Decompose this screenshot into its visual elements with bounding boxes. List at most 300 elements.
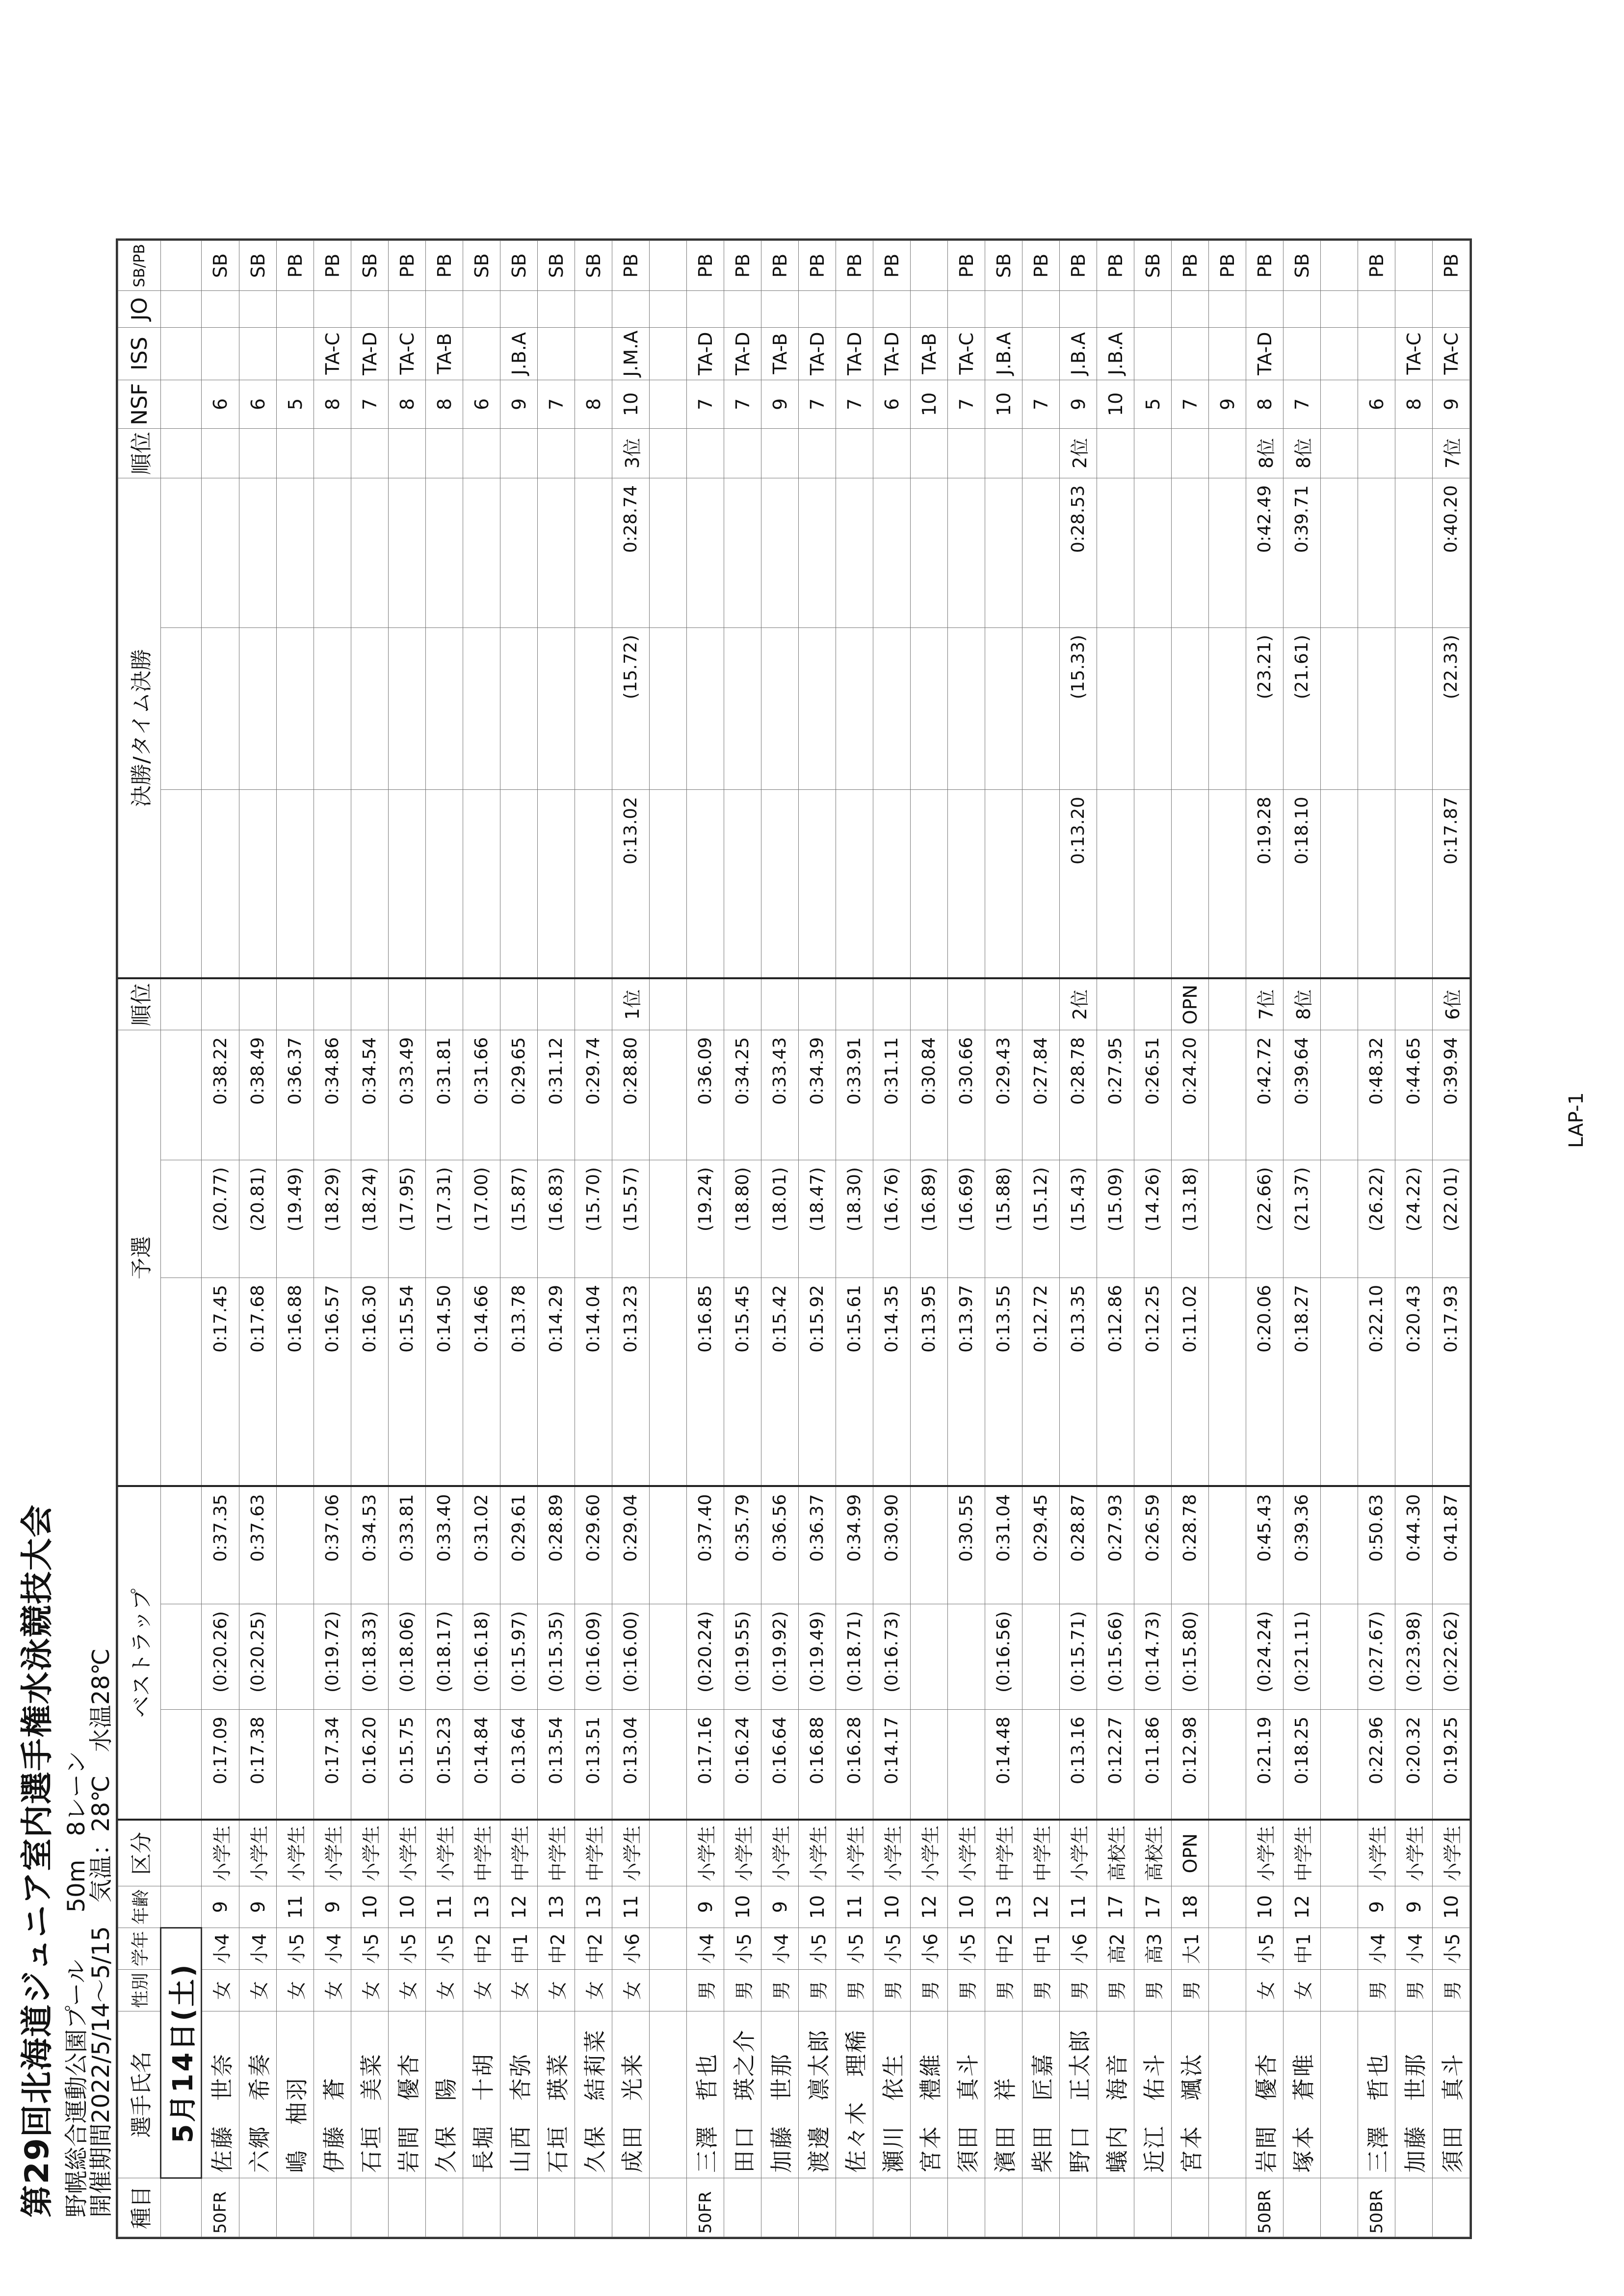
best-time-cell: 0:22.96: [1358, 1709, 1395, 1820]
name-cell: [1209, 2011, 1246, 2178]
division-cell: [1209, 1820, 1246, 1886]
prelim-total-cell: 0:31.66: [463, 1030, 500, 1160]
grade-cell: 小4: [202, 1928, 239, 1969]
col-age: 年齢: [118, 1886, 161, 1928]
prelim-total-cell: 0:34.25: [724, 1030, 761, 1160]
prelim-rank-cell: [351, 978, 389, 1030]
prelim-total-cell: 0:31.11: [873, 1030, 911, 1160]
name-cell: 須田 真斗: [948, 2011, 985, 2178]
sbpb-cell: [1321, 241, 1358, 290]
best-total-cell: 0:33.81: [389, 1486, 426, 1604]
best-lap-cell: (0:15.80): [1172, 1604, 1209, 1709]
nsf-cell: 7: [1172, 380, 1209, 428]
jo-cell: [799, 290, 836, 327]
iss-cell: [202, 327, 239, 380]
best-total-cell: 0:29.60: [575, 1486, 612, 1604]
prelim-lap-cell: [1209, 1160, 1246, 1278]
final-rank-cell: [1022, 428, 1060, 478]
age-cell: 9: [202, 1886, 239, 1928]
sbpb-cell: PB: [389, 241, 426, 290]
division-cell: 高校生: [1134, 1820, 1172, 1886]
age-cell: 9: [1358, 1886, 1395, 1928]
best-lap-cell: (0:20.25): [239, 1604, 277, 1709]
col-sex: 性別: [118, 1969, 161, 2011]
age-cell: 10: [799, 1886, 836, 1928]
prelim-total-cell: 0:28.78: [1060, 1030, 1097, 1160]
age-cell: 12: [911, 1886, 948, 1928]
name-cell: 宮本 禮維: [911, 2011, 948, 2178]
final-rank-cell: [911, 428, 948, 478]
prelim-time-cell: [1209, 1278, 1246, 1486]
final-lap-cell: [1097, 627, 1134, 789]
event-cell: [650, 2178, 687, 2237]
final-rank-cell: [202, 428, 239, 478]
final-time-cell: [650, 789, 687, 978]
best-total-cell: 0:50.63: [1358, 1486, 1395, 1604]
best-total-cell: 0:37.40: [687, 1486, 724, 1604]
prelim-total-cell: [650, 1030, 687, 1160]
name-cell: 近江 佑斗: [1134, 2011, 1172, 2178]
sbpb-cell: SB: [463, 241, 500, 290]
best-time-cell: 0:13.04: [612, 1709, 650, 1820]
final-total-cell: [687, 478, 724, 627]
prelim-total-cell: 0:29.43: [985, 1030, 1022, 1160]
iss-cell: [1022, 327, 1060, 380]
name-cell: 宮本 颯汰: [1172, 2011, 1209, 2178]
prelim-total-cell: 0:30.84: [911, 1030, 948, 1160]
prelim-lap-cell: [1321, 1160, 1358, 1278]
final-rank-cell: [650, 428, 687, 478]
prelim-time-cell: [650, 1278, 687, 1486]
prelim-total-cell: 0:39.64: [1283, 1030, 1321, 1160]
prelim-rank-cell: [314, 978, 351, 1030]
name-cell: 石垣 瑛菜: [538, 2011, 575, 2178]
sbpb-cell: PB: [873, 241, 911, 290]
prelim-time-cell: 0:13.35: [1060, 1278, 1097, 1486]
best-lap-cell: (0:18.17): [426, 1604, 463, 1709]
name-cell: 佐藤 世奈: [202, 2011, 239, 2178]
sex-cell: 女: [239, 1969, 277, 2011]
best-total-cell: [911, 1486, 948, 1604]
name-cell: 六郷 希奏: [239, 2011, 277, 2178]
iss-cell: [239, 327, 277, 380]
prelim-lap-cell: (16.69): [948, 1160, 985, 1278]
final-total-cell: [1321, 478, 1358, 627]
prelim-total-cell: 0:31.12: [538, 1030, 575, 1160]
best-lap-cell: [1209, 1604, 1246, 1709]
division-cell: 小学生: [1358, 1820, 1395, 1886]
sbpb-cell: PB: [836, 241, 873, 290]
nsf-cell: 8: [389, 380, 426, 428]
prelim-time-cell: 0:12.72: [1022, 1278, 1060, 1486]
jo-cell: [1097, 290, 1134, 327]
grade-cell: 小5: [351, 1928, 389, 1969]
age-cell: 10: [724, 1886, 761, 1928]
jo-cell: [985, 290, 1022, 327]
prelim-lap-cell: (15.88): [985, 1160, 1022, 1278]
iss-cell: [1134, 327, 1172, 380]
name-cell: 成田 光来: [612, 2011, 650, 2178]
prelim-lap-cell: (17.00): [463, 1160, 500, 1278]
best-time-cell: 0:18.25: [1283, 1709, 1321, 1820]
grade-cell: 中1: [1022, 1928, 1060, 1969]
prelim-lap-cell: (20.77): [202, 1160, 239, 1278]
prelim-lap-cell: (20.81): [239, 1160, 277, 1278]
jo-cell: [836, 290, 873, 327]
period-info: 開催期間2022/5/14～5/15 気温：28℃ 水温28℃: [87, 1648, 115, 2218]
age-cell: 13: [985, 1886, 1022, 1928]
sex-cell: 男: [1172, 1969, 1209, 2011]
table-row: [1022, 241, 1060, 2237]
prelim-rank-cell: [1134, 978, 1172, 1030]
event-cell: [426, 2178, 463, 2237]
grade-cell: 中2: [575, 1928, 612, 1969]
table-row: [799, 241, 836, 2237]
best-time-cell: 0:20.32: [1395, 1709, 1433, 1820]
sbpb-cell: PB: [799, 241, 836, 290]
prelim-lap-cell: (16.76): [873, 1160, 911, 1278]
final-lap-cell: [724, 627, 761, 789]
event-cell: [612, 2178, 650, 2237]
jo-cell: [389, 290, 426, 327]
age-cell: 9: [687, 1886, 724, 1928]
best-time-cell: [948, 1709, 985, 1820]
jo-cell: [202, 290, 239, 327]
final-rank-cell: [873, 428, 911, 478]
event-cell: 50BR: [1246, 2178, 1283, 2237]
table-row: [724, 241, 761, 2237]
best-lap-cell: (0:19.92): [761, 1604, 799, 1709]
final-rank-cell: [799, 428, 836, 478]
final-time-cell: [799, 789, 836, 978]
prelim-rank-cell: [202, 978, 239, 1030]
final-lap-cell: [314, 627, 351, 789]
prelim-total-cell: 0:44.65: [1395, 1030, 1433, 1160]
age-cell: 9: [761, 1886, 799, 1928]
division-cell: 小学生: [389, 1820, 426, 1886]
jo-cell: [948, 290, 985, 327]
event-cell: [1022, 2178, 1060, 2237]
best-total-cell: 0:39.36: [1283, 1486, 1321, 1604]
grade-cell: 小6: [1060, 1928, 1097, 1969]
prelim-rank-cell: [239, 978, 277, 1030]
prelim-time-cell: 0:17.45: [202, 1278, 239, 1486]
best-total-cell: 0:31.02: [463, 1486, 500, 1604]
grade-cell: 小5: [724, 1928, 761, 1969]
final-lap-cell: [873, 627, 911, 789]
event-cell: [1060, 2178, 1097, 2237]
prelim-time-cell: 0:20.43: [1395, 1278, 1433, 1486]
best-total-cell: [1209, 1486, 1246, 1604]
final-total-cell: [1097, 478, 1134, 627]
sex-cell: 男: [761, 1969, 799, 2011]
iss-cell: [575, 327, 612, 380]
nsf-cell: 9: [500, 380, 538, 428]
meet-title: 第29回北海道ジュニア室内選手権水泳競技大会: [18, 1504, 56, 2218]
final-lap-cell: (21.61): [1283, 627, 1321, 789]
best-time-cell: 0:14.48: [985, 1709, 1022, 1820]
event-cell: [314, 2178, 351, 2237]
prelim-rank-cell: [1022, 978, 1060, 1030]
division-cell: 中学生: [1022, 1820, 1060, 1886]
final-rank-cell: [1321, 428, 1358, 478]
iss-cell: J.B.A: [985, 327, 1022, 380]
prelim-lap-cell: (17.95): [389, 1160, 426, 1278]
jo-cell: [1022, 290, 1060, 327]
best-total-cell: 0:29.45: [1022, 1486, 1060, 1604]
iss-cell: [277, 327, 314, 380]
best-lap-cell: [650, 1604, 687, 1709]
table-row: [1246, 241, 1283, 2237]
age-cell: 18: [1172, 1886, 1209, 1928]
final-time-cell: [911, 789, 948, 978]
final-rank-cell: [351, 428, 389, 478]
best-time-cell: 0:16.24: [724, 1709, 761, 1820]
best-lap-cell: (0:16.09): [575, 1604, 612, 1709]
event-cell: [277, 2178, 314, 2237]
table-row: [239, 241, 277, 2237]
prelim-total-cell: [1321, 1030, 1358, 1160]
final-total-cell: [426, 478, 463, 627]
final-time-cell: [985, 789, 1022, 978]
age-cell: 10: [1246, 1886, 1283, 1928]
col-sbpb: SB/PB: [118, 241, 161, 290]
table-row: [873, 241, 911, 2237]
sbpb-cell: PB: [1358, 241, 1395, 290]
sex-cell: 女: [1246, 1969, 1283, 2011]
event-cell: [761, 2178, 799, 2237]
prelim-rank-cell: [799, 978, 836, 1030]
name-cell: 蟻内 海音: [1097, 2011, 1134, 2178]
prelim-rank-cell: [1209, 978, 1246, 1030]
final-lap-cell: [650, 627, 687, 789]
nsf-cell: 10: [612, 380, 650, 428]
table-row: [161, 241, 202, 2237]
table-row: [277, 241, 314, 2237]
prelim-lap-cell: (13.18): [1172, 1160, 1209, 1278]
final-total-cell: [1395, 478, 1433, 627]
iss-cell: TA-D: [836, 327, 873, 380]
prelim-total-cell: 0:33.91: [836, 1030, 873, 1160]
final-lap-cell: [426, 627, 463, 789]
jo-cell: [239, 290, 277, 327]
table-row: [911, 241, 948, 2237]
best-lap-cell: [1022, 1604, 1060, 1709]
sbpb-cell: SB: [500, 241, 538, 290]
grade-cell: 中2: [985, 1928, 1022, 1969]
iss-cell: [650, 327, 687, 380]
best-total-cell: 0:28.87: [1060, 1486, 1097, 1604]
prelim-lap-cell: [161, 1160, 202, 1278]
nsf-cell: 7: [351, 380, 389, 428]
final-lap-cell: [911, 627, 948, 789]
final-total-cell: [836, 478, 873, 627]
jo-cell: [351, 290, 389, 327]
sex-cell: 男: [1433, 1969, 1470, 2011]
name-cell: 嶋 柚羽: [277, 2011, 314, 2178]
age-cell: 12: [1022, 1886, 1060, 1928]
table-row: [761, 241, 799, 2237]
table-row: [985, 241, 1022, 2237]
event-cell: [1283, 2178, 1321, 2237]
event-cell: [1433, 2178, 1470, 2237]
event-cell: [1172, 2178, 1209, 2237]
prelim-lap-cell: (18.01): [761, 1160, 799, 1278]
iss-cell: [1321, 327, 1358, 380]
nsf-cell: 5: [1134, 380, 1172, 428]
final-total-cell: [500, 478, 538, 627]
name-cell: 須田 真斗: [1433, 2011, 1470, 2178]
sbpb-cell: PB: [948, 241, 985, 290]
prelim-total-cell: 0:28.80: [612, 1030, 650, 1160]
final-lap-cell: [948, 627, 985, 789]
best-total-cell: 0:30.55: [948, 1486, 985, 1604]
final-total-cell: [1134, 478, 1172, 627]
sex-cell: 男: [724, 1969, 761, 2011]
prelim-time-cell: 0:17.68: [239, 1278, 277, 1486]
prelim-rank-cell: [426, 978, 463, 1030]
final-time-cell: [873, 789, 911, 978]
age-cell: 9: [314, 1886, 351, 1928]
final-rank-cell: [161, 428, 202, 478]
event-cell: [948, 2178, 985, 2237]
grade-cell: 小4: [1395, 1928, 1433, 1969]
final-total-cell: [161, 478, 202, 627]
final-total-cell: 0:42.49: [1246, 478, 1283, 627]
prelim-rank-cell: [538, 978, 575, 1030]
division-cell: 小学生: [761, 1820, 799, 1886]
grade-cell: 小6: [612, 1928, 650, 1969]
division-cell: 中学生: [463, 1820, 500, 1886]
prelim-total-cell: 0:33.49: [389, 1030, 426, 1160]
jo-cell: [761, 290, 799, 327]
nsf-cell: 7: [687, 380, 724, 428]
final-time-cell: [351, 789, 389, 978]
final-rank-cell: [836, 428, 873, 478]
sbpb-cell: PB: [277, 241, 314, 290]
age-cell: [1321, 1886, 1358, 1928]
final-time-cell: [761, 789, 799, 978]
age-cell: 17: [1097, 1886, 1134, 1928]
prelim-total-cell: 0:31.81: [426, 1030, 463, 1160]
name-cell: [650, 2011, 687, 2178]
best-total-cell: 0:26.59: [1134, 1486, 1172, 1604]
sex-cell: [1209, 1969, 1246, 2011]
final-time-cell: [836, 789, 873, 978]
event-cell: [161, 2178, 202, 2237]
division-cell: 中学生: [538, 1820, 575, 1886]
division-cell: 小学生: [724, 1820, 761, 1886]
event-cell: [1097, 2178, 1134, 2237]
final-lap-cell: [1395, 627, 1433, 789]
sbpb-cell: [911, 241, 948, 290]
final-time-cell: [575, 789, 612, 978]
table-row: [1395, 241, 1433, 2237]
nsf-cell: 9: [1433, 380, 1470, 428]
prelim-lap-cell: (15.12): [1022, 1160, 1060, 1278]
division-cell: 小学生: [612, 1820, 650, 1886]
grade-cell: 小5: [836, 1928, 873, 1969]
nsf-cell: 5: [277, 380, 314, 428]
best-time-cell: 0:13.64: [500, 1709, 538, 1820]
final-lap-cell: [1358, 627, 1395, 789]
final-time-cell: [463, 789, 500, 978]
best-lap-cell: (0:19.55): [724, 1604, 761, 1709]
age-cell: 9: [239, 1886, 277, 1928]
table-row: [538, 241, 575, 2237]
final-rank-cell: [463, 428, 500, 478]
prelim-total-cell: [161, 1030, 202, 1160]
prelim-lap-cell: (18.30): [836, 1160, 873, 1278]
best-lap-cell: (0:15.71): [1060, 1604, 1097, 1709]
final-total-cell: [463, 478, 500, 627]
best-lap-cell: (0:15.66): [1097, 1604, 1134, 1709]
prelim-time-cell: 0:14.04: [575, 1278, 612, 1486]
sex-cell: [650, 1969, 687, 2011]
prelim-lap-cell: (15.43): [1060, 1160, 1097, 1278]
iss-cell: TA-D: [799, 327, 836, 380]
best-lap-cell: [161, 1604, 202, 1709]
final-rank-cell: [426, 428, 463, 478]
age-cell: 9: [1395, 1886, 1433, 1928]
jo-cell: [1395, 290, 1433, 327]
age-cell: 13: [538, 1886, 575, 1928]
final-lap-cell: [575, 627, 612, 789]
event-cell: [351, 2178, 389, 2237]
final-rank-cell: 8位: [1246, 428, 1283, 478]
prelim-lap-cell: (18.80): [724, 1160, 761, 1278]
final-total-cell: [575, 478, 612, 627]
final-time-cell: [500, 789, 538, 978]
nsf-cell: [1321, 380, 1358, 428]
division-cell: 高校生: [1097, 1820, 1134, 1886]
best-lap-cell: [1321, 1604, 1358, 1709]
sex-cell: 男: [836, 1969, 873, 2011]
grade-cell: 小4: [761, 1928, 799, 1969]
final-rank-cell: 7位: [1433, 428, 1470, 478]
final-rank-cell: [1172, 428, 1209, 478]
prelim-time-cell: [1321, 1278, 1358, 1486]
prelim-rank-cell: [277, 978, 314, 1030]
prelim-time-cell: [161, 1278, 202, 1486]
best-time-cell: 0:19.25: [1433, 1709, 1470, 1820]
jo-cell: [1209, 290, 1246, 327]
prelim-lap-cell: (19.24): [687, 1160, 724, 1278]
best-time-cell: [911, 1709, 948, 1820]
prelim-time-cell: 0:15.54: [389, 1278, 426, 1486]
best-time-cell: 0:12.27: [1097, 1709, 1134, 1820]
prelim-rank-cell: [650, 978, 687, 1030]
final-time-cell: [538, 789, 575, 978]
final-rank-cell: [538, 428, 575, 478]
final-lap-cell: [277, 627, 314, 789]
sbpb-cell: PB: [612, 241, 650, 290]
best-total-cell: 0:29.61: [500, 1486, 538, 1604]
jo-cell: [1433, 290, 1470, 327]
prelim-time-cell: 0:12.25: [1134, 1278, 1172, 1486]
iss-cell: TA-B: [761, 327, 799, 380]
col-final: 決勝/タイム決勝: [118, 478, 161, 978]
best-time-cell: [277, 1709, 314, 1820]
best-lap-cell: (0:21.11): [1283, 1604, 1321, 1709]
results-table: [118, 240, 1470, 2237]
best-time-cell: 0:14.17: [873, 1709, 911, 1820]
event-cell: [724, 2178, 761, 2237]
division-cell: 中学生: [985, 1820, 1022, 1886]
best-total-cell: 0:28.78: [1172, 1486, 1209, 1604]
best-lap-cell: (0:15.97): [500, 1604, 538, 1709]
nsf-cell: 6: [202, 380, 239, 428]
